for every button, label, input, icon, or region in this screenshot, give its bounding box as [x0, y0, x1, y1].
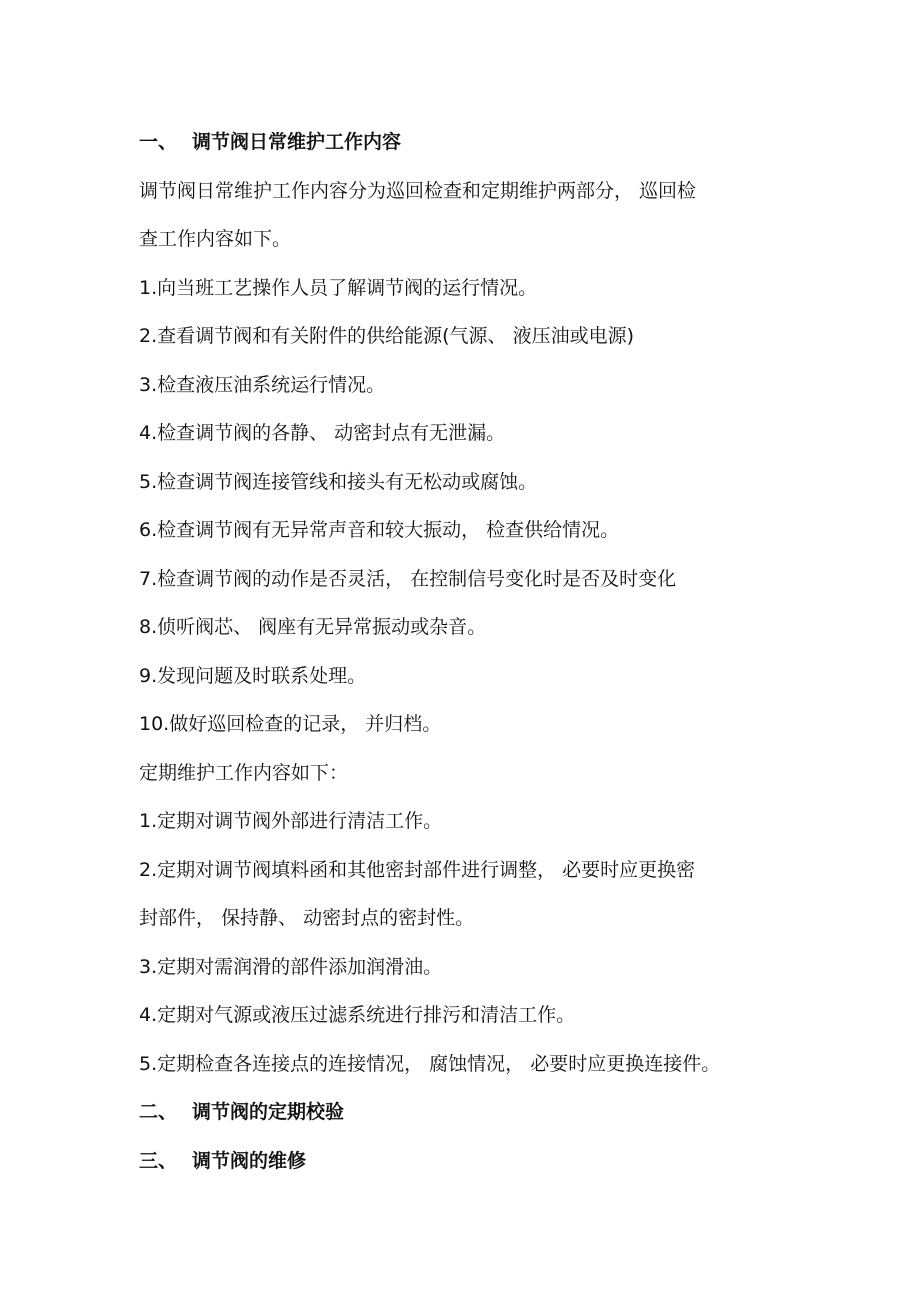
section-heading-2 — [139, 1088, 799, 1137]
patrol-item: 1.向当班工艺操作人员了解调节阀的运行情况。 — [139, 276, 538, 299]
section-heading-3 — [139, 1137, 799, 1186]
patrol-item: 4.检查调节阀的各静、 动密封点有无泄漏。 — [139, 422, 506, 444]
section-title: 调节阀的定期校验 — [192, 1101, 345, 1123]
section-number: 二、 — [139, 1101, 178, 1123]
periodic-item: 5.定期检查各连接点的连接情况， 腐蚀情况， 必要时应更换连接件。 — [139, 1052, 721, 1075]
periodic-item: 1.定期对调节阀外部进行清洁工作。 — [139, 810, 443, 832]
patrol-item: 9.发现问题及时联系处理。 — [139, 664, 367, 687]
section-title: 调节阀日常维护工作内容 — [192, 131, 402, 153]
patrol-item: 10.做好巡回检查的记录， 并归档。 — [139, 713, 442, 735]
periodic-intro: 定期维护工作内容如下： — [139, 761, 349, 784]
periodic-item: 3.定期对需润滑的部件添加润滑油。 — [139, 955, 443, 978]
periodic-item: 2.定期对调节阀填料函和其他密封部件进行调整， 必要时应更换密 — [139, 858, 696, 881]
patrol-item: 6.检查调节阀有无异常声音和较大振动， 检查供给情况。 — [139, 519, 620, 541]
section-heading-1 — [139, 118, 799, 167]
periodic-item: 4.定期对气源或液压过滤系统进行排污和清洁工作。 — [139, 1004, 576, 1026]
patrol-item: 2.查看调节阀和有关附件的供给能源(气源、 液压油或电源) — [139, 325, 634, 347]
section-number: 一、 — [139, 131, 178, 153]
intro-paragraph-line-2: 查工作内容如下。 — [139, 228, 292, 250]
section-title: 调节阀的维修 — [192, 1149, 307, 1172]
patrol-item: 7.检查调节阀的动作是否灵活， 在控制信号变化时是否及时变化 — [139, 567, 677, 590]
intro-paragraph-line-1: 调节阀日常维护工作内容分为巡回检查和定期维护两部分， 巡回检 — [139, 179, 697, 202]
patrol-item: 3.检查液压油系统运行情况。 — [139, 373, 386, 396]
patrol-item: 5.检查调节阀连接管线和接头有无松动或腐蚀。 — [139, 470, 538, 493]
patrol-item: 8.侦听阀芯、 阀座有无异常振动或杂音。 — [139, 616, 487, 638]
periodic-item-continuation: 封部件， 保持静、 动密封点的密封性。 — [139, 907, 475, 929]
section-number: 三、 — [139, 1149, 178, 1172]
document-body — [139, 118, 799, 1185]
